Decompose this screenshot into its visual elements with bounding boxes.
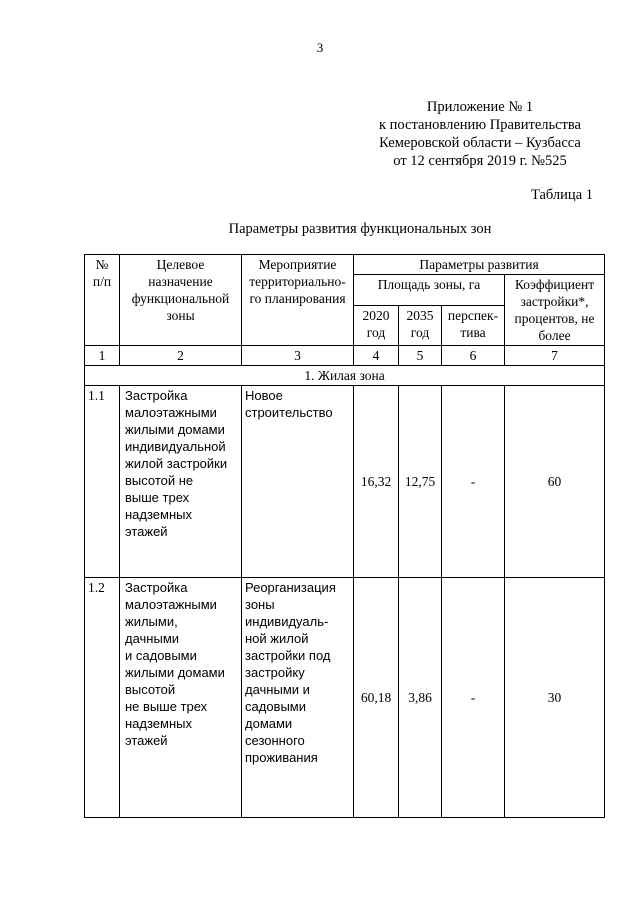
- col-number: 6: [442, 346, 505, 366]
- col-number: 2: [120, 346, 242, 366]
- col-number: 1: [85, 346, 120, 366]
- area-2020: 60,18: [354, 578, 399, 818]
- section-title: 1. Жилая зона: [85, 366, 605, 386]
- area-perspective: -: [442, 386, 505, 578]
- building-coefficient: 60: [505, 386, 605, 578]
- table-row: [85, 386, 605, 578]
- appendix-line: к постановлению Правительства: [379, 117, 581, 133]
- appendix-line: Приложение № 1: [426, 99, 534, 115]
- table-row: [85, 578, 605, 818]
- page-number: 3: [316, 40, 324, 55]
- zone-purpose: Застройка малоэтажными жилыми домами индивидуальной жилой застройки высотой не выше трех надземных этажей: [120, 386, 242, 578]
- header-purpose: Целевое назначение функциональной зоны: [120, 255, 242, 346]
- header-coef: Коэффициент застройки*, процентов, не более: [505, 275, 605, 346]
- col-number: 7: [505, 346, 605, 366]
- area-2035: 3,86: [399, 578, 442, 818]
- header-no: № п/п: [85, 255, 120, 346]
- col-number: 5: [399, 346, 442, 366]
- col-number: 3: [242, 346, 354, 366]
- row-number: 1.2: [85, 578, 120, 818]
- header-2035: 2035 год: [399, 306, 442, 346]
- header-params: Параметры развития: [354, 255, 605, 275]
- area-2035: 12,75: [399, 386, 442, 578]
- appendix-line: Кемеровской области – Кузбасса: [379, 135, 581, 151]
- table-label: Таблица 1: [530, 187, 593, 203]
- column-numbers-row: [85, 346, 605, 366]
- planning-event: Новое строительство: [242, 386, 354, 578]
- header-2020: 2020 год: [354, 306, 399, 346]
- header-area: Площадь зоны, га: [354, 275, 505, 306]
- header-event: Мероприятие территориально- го планирования: [242, 255, 354, 346]
- planning-event: Реорганизация зоны индивидуаль- ной жилой застройки под застройку дачными и садовыми домами сезонного проживания: [242, 578, 354, 818]
- building-coefficient: 30: [505, 578, 605, 818]
- area-perspective: -: [442, 578, 505, 818]
- col-number: 4: [354, 346, 399, 366]
- appendix-header: [360, 98, 600, 170]
- table-caption: Параметры развития функциональных зон: [228, 221, 492, 237]
- parameters-table: [84, 254, 605, 818]
- row-number: 1.1: [85, 386, 120, 578]
- area-2020: 16,32: [354, 386, 399, 578]
- header-perspective: перспек- тива: [442, 306, 505, 346]
- zone-purpose: Застройка малоэтажными жилыми, дачными и садовыми жилыми домами высотой не выше трех надземных этажей: [120, 578, 242, 818]
- appendix-line: от 12 сентября 2019 г. №525: [393, 153, 567, 169]
